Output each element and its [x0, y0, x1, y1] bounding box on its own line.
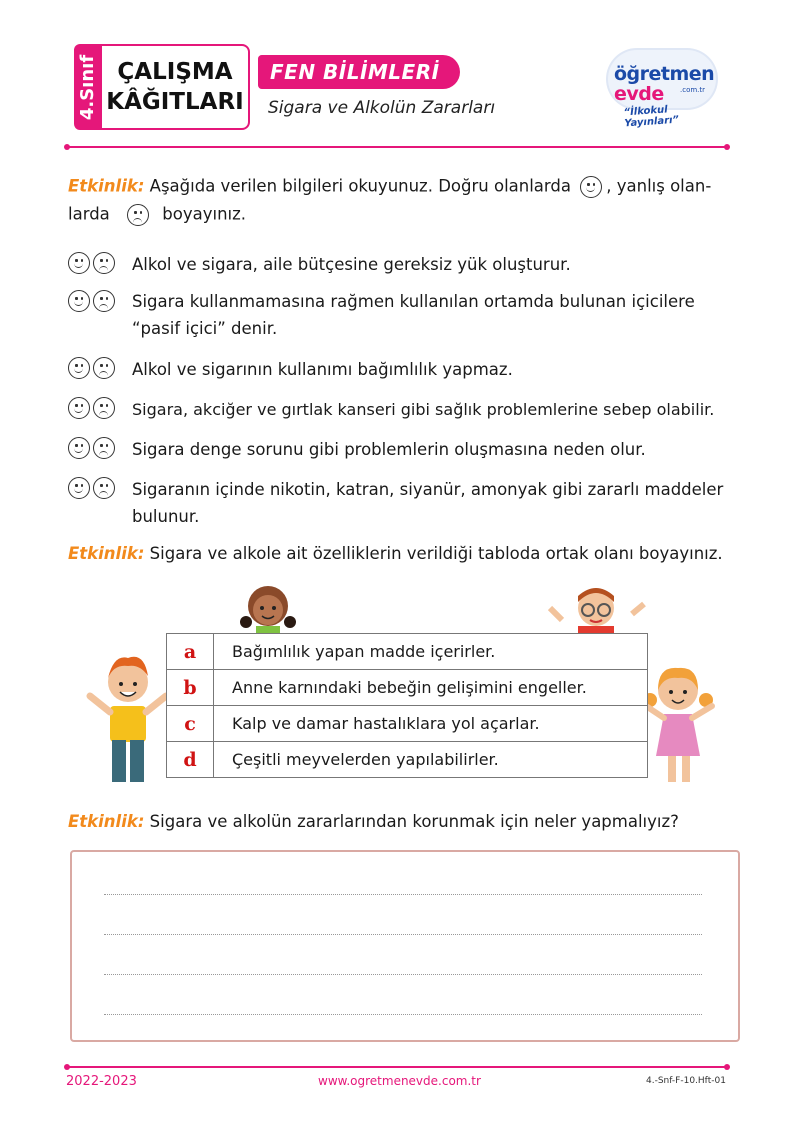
girl-illustration-top [236, 578, 300, 636]
title-line-1: ÇALIŞMA [117, 59, 233, 85]
divider-dot-right [724, 144, 730, 150]
activity-label: Etkinlik: [68, 176, 145, 196]
title-line-2: KÂĞITLARI [106, 89, 244, 115]
row-text: Kalp ve damar hastalıklara yol açarlar. [214, 706, 648, 742]
statement-5: Sigara denge sorunu gibi problemlerin oluşmasına neden olur. [132, 440, 646, 459]
properties-table [166, 633, 648, 778]
row-letter: b [167, 670, 214, 706]
logo-subtitle: “İlkokul Yayınları” [623, 104, 680, 130]
activity-label: Etkinlik: [68, 812, 145, 831]
logo-domain: .com.tr [680, 86, 706, 94]
smile-face-icon[interactable] [68, 437, 90, 459]
row-letter: c [167, 706, 214, 742]
sad-face-icon[interactable] [93, 477, 115, 499]
activity2-instruction: Etkinlik: Sigara ve alkole ait özelliklerin verildiği tabloda ortak olanı boyayınız. [68, 544, 723, 563]
table-row[interactable] [167, 706, 648, 742]
statement-2-line-1: Sigara kullanmamasına rağmen kullanılan ortamda bulunan içicilere [132, 292, 695, 311]
statement-5-faces[interactable] [68, 437, 115, 459]
footer-divider [68, 1066, 728, 1068]
activity-label: Etkinlik: [68, 544, 145, 563]
smile-face-icon[interactable] [68, 477, 90, 499]
table-row[interactable] [167, 742, 648, 778]
worksheet-title [100, 44, 250, 130]
activity3-instruction: Etkinlik: Sigara ve alkolün zararlarından korunmak için neler yapmalıyız? [68, 812, 679, 831]
sad-face-icon[interactable] [93, 252, 115, 274]
topic-title: Sigara ve Alkolün Zararları [268, 98, 496, 118]
sad-face-icon[interactable] [93, 290, 115, 312]
footer-website[interactable]: www.ogretmenevde.com.tr [318, 1074, 481, 1088]
girl-illustration-right [640, 660, 720, 786]
grade-label: 4.Sınıf [77, 54, 99, 120]
divider-dot-left [64, 144, 70, 150]
activity1-instruction: Etkinlik: Aşağıda verilen bilgileri okuyunuz. Doğru olanlarda , yanlış olan- [68, 176, 711, 198]
subject-badge: FEN BİLİMLERİ [258, 55, 460, 89]
answer-line-3[interactable] [104, 974, 702, 975]
row-text: Anne karnındaki bebeğin gelişimini engeller. [214, 670, 648, 706]
statement-2-faces[interactable] [68, 290, 115, 312]
statement-3: Alkol ve sigarının kullanımı bağımlılık yapmaz. [132, 360, 513, 379]
statement-4-faces[interactable] [68, 397, 115, 419]
statement-1: Alkol ve sigara, aile bütçesine gereksiz yük oluşturur. [132, 255, 571, 274]
activity1-instruction-cont: larda boyayınız. [68, 204, 246, 226]
statement-6-line-1: Sigaranın içinde nikotin, katran, siyanür, amonyak gibi zararlı maddeler [132, 480, 724, 499]
sad-face-icon[interactable] [93, 437, 115, 459]
row-text: Çeşitli meyvelerden yapılabilirler. [214, 742, 648, 778]
boy-illustration-left [84, 650, 170, 788]
sad-face-icon[interactable] [93, 397, 115, 419]
smile-face-icon[interactable] [68, 397, 90, 419]
divider-dot-right [724, 1064, 730, 1070]
divider-dot-left [64, 1064, 70, 1070]
smile-face-icon[interactable] [68, 252, 90, 274]
publisher-logo [604, 44, 722, 128]
footer-year: 2022-2023 [66, 1074, 137, 1089]
header-divider [68, 146, 728, 148]
answer-box[interactable] [70, 850, 740, 1042]
answer-line-4[interactable] [104, 1014, 702, 1015]
answer-line-1[interactable] [104, 894, 702, 895]
statement-2-line-2: “pasif içici” denir. [132, 319, 278, 338]
smile-face-icon[interactable] [68, 357, 90, 379]
row-letter: d [167, 742, 214, 778]
statement-3-faces[interactable] [68, 357, 115, 379]
table-row[interactable] [167, 670, 648, 706]
sad-face-icon [127, 204, 149, 226]
smile-face-icon [580, 176, 602, 198]
boy-glasses-illustration [548, 584, 648, 636]
statement-4: Sigara, akciğer ve gırtlak kanseri gibi sağlık problemlerine sebep olabilir. [132, 400, 715, 419]
smile-face-icon[interactable] [68, 290, 90, 312]
row-letter: a [167, 634, 214, 670]
row-text: Bağımlılık yapan madde içerirler. [214, 634, 648, 670]
logo-text: öğretmen evde [614, 63, 715, 105]
statement-1-faces[interactable] [68, 252, 115, 274]
grade-tab [74, 44, 102, 130]
statement-6-line-2: bulunur. [132, 507, 200, 526]
sad-face-icon[interactable] [93, 357, 115, 379]
statement-6-faces[interactable] [68, 477, 115, 499]
footer-code: 4.-Snf-F-10.Hft-01 [646, 1076, 726, 1086]
table-row[interactable] [167, 634, 648, 670]
answer-line-2[interactable] [104, 934, 702, 935]
